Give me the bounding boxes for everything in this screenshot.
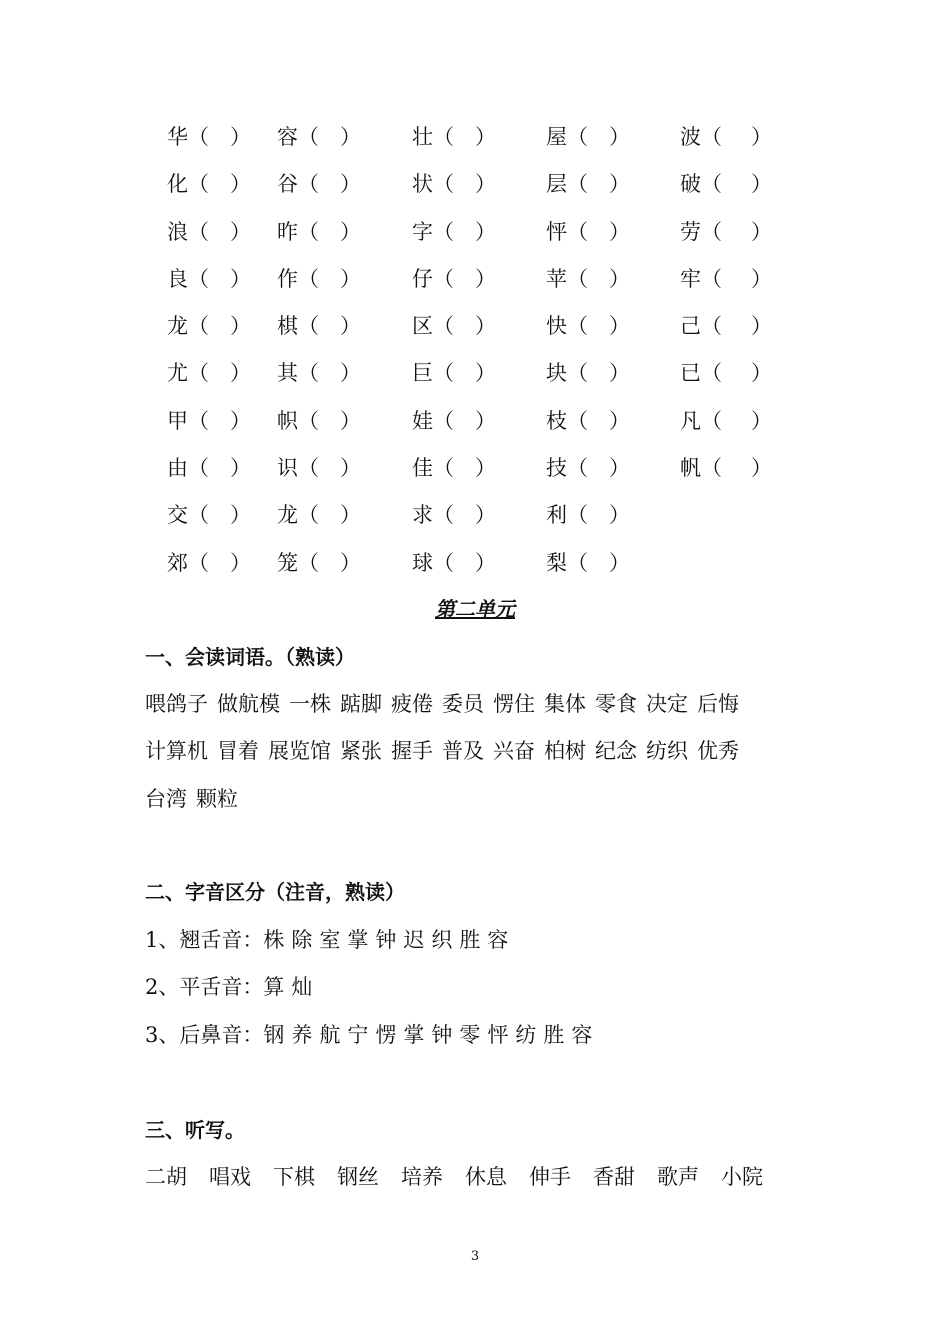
paren-close: ） — [230, 408, 251, 433]
section-heading-sound-distinction: 二、字音区分（注音，熟读） — [145, 880, 405, 904]
grid-row — [0, 161, 950, 208]
grid-row — [0, 398, 950, 445]
paren-open: （ — [433, 266, 454, 291]
dictation-word: 下棋 — [273, 1165, 315, 1189]
paren-close: ） — [751, 456, 772, 481]
sound-character: 算 — [263, 975, 285, 999]
char-blank-cell — [167, 540, 251, 587]
paren-close: ） — [230, 266, 251, 291]
char-blank-cell — [277, 398, 361, 445]
vocab-word: 一株 — [289, 692, 331, 716]
character: 利 — [546, 503, 567, 528]
paren-open: （ — [298, 219, 319, 244]
grid-row — [0, 303, 950, 350]
paren-close: ） — [475, 408, 496, 433]
sound-character: 除 — [291, 928, 313, 952]
char-blank-cell — [277, 161, 361, 208]
vocab-word: 疲倦 — [391, 692, 433, 716]
char-blank-cell — [277, 540, 361, 587]
character: 仔 — [412, 266, 433, 291]
paren-open: （ — [567, 125, 588, 149]
grid-row — [0, 492, 950, 539]
char-blank-cell — [680, 256, 772, 303]
paren-close: ） — [609, 172, 630, 197]
sound-line-label: 2、平舌音： — [145, 975, 264, 999]
paren-close: ） — [751, 314, 772, 339]
paren-close: ） — [230, 550, 251, 575]
paren-open: （ — [701, 408, 722, 433]
character: 识 — [277, 456, 298, 481]
char-blank-cell — [412, 303, 496, 350]
character: 已 — [680, 361, 701, 386]
character: 快 — [546, 314, 567, 339]
char-blank-cell — [167, 161, 251, 208]
character: 层 — [546, 172, 567, 197]
character: 求 — [412, 503, 433, 528]
vocab-word: 台湾 — [145, 787, 187, 811]
sound-character: 纺 — [515, 1023, 537, 1047]
char-blank-cell — [546, 350, 630, 397]
paren-open: （ — [298, 550, 319, 575]
vocab-word: 优秀 — [697, 739, 739, 763]
char-blank-cell — [167, 256, 251, 303]
paren-close: ） — [340, 172, 361, 197]
paren-close: ） — [230, 456, 251, 481]
paren-close: ） — [340, 408, 361, 433]
sound-character: 容 — [571, 1023, 593, 1047]
paren-open: （ — [433, 361, 454, 386]
character: 佳 — [412, 456, 433, 481]
character: 作 — [277, 266, 298, 291]
paren-open: （ — [433, 408, 454, 433]
paren-open: （ — [298, 503, 319, 528]
char-blank-cell — [167, 398, 251, 445]
paren-close: ） — [609, 456, 630, 481]
char-blank-cell — [167, 350, 251, 397]
dictation-word-line — [145, 1161, 785, 1191]
paren-close: ） — [609, 361, 630, 386]
sound-character: 零 — [459, 1023, 481, 1047]
dictation-word: 休息 — [465, 1165, 507, 1189]
paren-open: （ — [567, 314, 588, 339]
paren-close: ） — [230, 361, 251, 386]
char-blank-cell — [412, 398, 496, 445]
char-blank-cell — [277, 209, 361, 256]
character: 容 — [277, 125, 298, 149]
char-blank-cell — [680, 350, 772, 397]
char-blank-cell — [680, 161, 772, 208]
character: 棋 — [277, 314, 298, 339]
vocab-word: 纺织 — [646, 739, 688, 763]
paren-close: ） — [475, 503, 496, 528]
vocab-word: 愣住 — [493, 692, 535, 716]
paren-open: （ — [567, 172, 588, 197]
paren-close: ） — [230, 125, 251, 149]
vocab-word: 柏树 — [544, 739, 586, 763]
paren-open: （ — [298, 172, 319, 197]
character: 由 — [167, 456, 188, 481]
sound-character: 养 — [291, 1023, 313, 1047]
paren-close: ） — [751, 266, 772, 291]
character: 破 — [680, 172, 701, 197]
character: 甲 — [167, 408, 188, 433]
character: 龙 — [167, 314, 188, 339]
paren-open: （ — [433, 550, 454, 575]
paren-open: （ — [701, 361, 722, 386]
sound-character: 怦 — [487, 1023, 509, 1047]
char-blank-cell — [412, 161, 496, 208]
character: 技 — [546, 456, 567, 481]
char-blank-cell — [277, 303, 361, 350]
dictation-word: 香甜 — [593, 1165, 635, 1189]
sound-character: 株 — [263, 928, 285, 952]
paren-open: （ — [188, 361, 209, 386]
section-heading-dictation: 三、听写。 — [145, 1118, 245, 1142]
paren-open: （ — [298, 408, 319, 433]
paren-open: （ — [188, 266, 209, 291]
character: 华 — [167, 125, 188, 149]
dictation-word: 培养 — [401, 1165, 443, 1189]
paren-open: （ — [567, 456, 588, 481]
vocab-word: 兴奋 — [493, 739, 535, 763]
paren-close: ） — [475, 266, 496, 291]
paren-open: （ — [188, 219, 209, 244]
word-line-3 — [145, 783, 247, 813]
character: 交 — [167, 503, 188, 528]
sound-character: 钟 — [431, 1023, 453, 1047]
vocab-word: 决定 — [646, 692, 688, 716]
paren-close: ） — [230, 219, 251, 244]
char-blank-cell — [277, 445, 361, 492]
vocab-word: 纪念 — [595, 739, 637, 763]
sound-character: 掌 — [347, 928, 369, 952]
char-blank-cell — [277, 114, 361, 161]
grid-row — [0, 445, 950, 492]
paren-open: （ — [567, 503, 588, 528]
sound-line-retroflex — [145, 924, 515, 954]
paren-close: ） — [609, 550, 630, 575]
char-blank-cell — [412, 540, 496, 587]
sound-line-label: 3、后鼻音： — [145, 1023, 264, 1047]
unit-title: 第二单元 — [435, 597, 515, 621]
paren-close: ） — [340, 125, 361, 149]
paren-open: （ — [701, 456, 722, 481]
paren-close: ） — [340, 361, 361, 386]
paren-close: ） — [230, 314, 251, 339]
dictation-word: 小院 — [721, 1165, 763, 1189]
paren-close: ） — [609, 266, 630, 291]
vocab-word: 冒着 — [217, 739, 259, 763]
character: 娃 — [412, 408, 433, 433]
vocab-word: 喂鸽子 — [145, 692, 208, 716]
vocab-word: 零食 — [595, 692, 637, 716]
sound-character: 掌 — [403, 1023, 425, 1047]
paren-open: （ — [701, 125, 722, 149]
paren-close: ） — [340, 314, 361, 339]
character: 尤 — [167, 361, 188, 386]
paren-open: （ — [433, 172, 454, 197]
character: 字 — [412, 219, 433, 244]
char-blank-cell — [546, 445, 630, 492]
paren-open: （ — [188, 456, 209, 481]
paren-close: ） — [609, 125, 630, 149]
char-blank-cell — [546, 256, 630, 303]
paren-close: ） — [230, 172, 251, 197]
char-blank-cell — [412, 209, 496, 256]
character: 谷 — [277, 172, 298, 197]
dictation-word: 歌声 — [657, 1165, 699, 1189]
paren-close: ） — [475, 550, 496, 575]
sound-character: 胜 — [543, 1023, 565, 1047]
grid-row — [0, 256, 950, 303]
vocab-word: 展览馆 — [268, 739, 331, 763]
char-blank-cell — [167, 114, 251, 161]
paren-open: （ — [567, 361, 588, 386]
character: 屋 — [546, 125, 567, 149]
paren-open: （ — [701, 266, 722, 291]
vocab-word: 踮脚 — [340, 692, 382, 716]
paren-open: （ — [188, 125, 209, 149]
vocab-word: 后悔 — [697, 692, 739, 716]
paren-close: ） — [475, 456, 496, 481]
word-line-1 — [145, 688, 748, 718]
paren-open: （ — [701, 314, 722, 339]
character: 苹 — [546, 266, 567, 291]
char-blank-cell — [546, 398, 630, 445]
char-blank-cell — [546, 540, 630, 587]
char-blank-cell — [680, 398, 772, 445]
sound-character: 钢 — [263, 1023, 285, 1047]
char-blank-cell — [412, 114, 496, 161]
paren-open: （ — [701, 172, 722, 197]
char-blank-cell — [680, 209, 772, 256]
paren-close: ） — [340, 456, 361, 481]
paren-close: ） — [340, 503, 361, 528]
paren-open: （ — [188, 550, 209, 575]
sound-line-flat-tongue — [145, 971, 319, 1001]
character: 笼 — [277, 550, 298, 575]
page-number: 3 — [470, 1249, 480, 1264]
character: 帜 — [277, 408, 298, 433]
character: 帆 — [680, 456, 701, 481]
character: 化 — [167, 172, 188, 197]
char-blank-cell — [277, 256, 361, 303]
character-comparison-grid — [0, 114, 950, 587]
paren-close: ） — [751, 219, 772, 244]
dictation-word: 唱戏 — [209, 1165, 251, 1189]
character: 状 — [412, 172, 433, 197]
paren-open: （ — [188, 314, 209, 339]
dictation-word: 二胡 — [145, 1165, 187, 1189]
paren-close: ） — [340, 219, 361, 244]
dictation-word: 伸手 — [529, 1165, 571, 1189]
paren-close: ） — [609, 314, 630, 339]
sound-character: 航 — [319, 1023, 341, 1047]
section-heading-read-words: 一、会读词语。（熟读） — [145, 645, 355, 669]
paren-open: （ — [433, 125, 454, 149]
character: 怦 — [546, 219, 567, 244]
vocab-word: 颗粒 — [196, 787, 238, 811]
paren-open: （ — [567, 219, 588, 244]
sound-character: 愣 — [375, 1023, 397, 1047]
paren-open: （ — [298, 266, 319, 291]
grid-row — [0, 350, 950, 397]
paren-open: （ — [433, 219, 454, 244]
sound-character: 宁 — [347, 1023, 369, 1047]
character: 其 — [277, 361, 298, 386]
char-blank-cell — [167, 492, 251, 539]
character: 巨 — [412, 361, 433, 386]
sound-line-back-nasal — [145, 1019, 599, 1049]
char-blank-cell — [277, 492, 361, 539]
character: 枝 — [546, 408, 567, 433]
paren-open: （ — [567, 550, 588, 575]
character: 牢 — [680, 266, 701, 291]
vocab-word: 普及 — [442, 739, 484, 763]
character: 良 — [167, 266, 188, 291]
sound-character: 灿 — [291, 975, 313, 999]
char-blank-cell — [412, 492, 496, 539]
sound-character: 室 — [319, 928, 341, 952]
sound-character: 织 — [431, 928, 453, 952]
character: 劳 — [680, 219, 701, 244]
char-blank-cell — [680, 303, 772, 350]
grid-row — [0, 114, 950, 161]
paren-open: （ — [188, 408, 209, 433]
char-blank-cell — [167, 303, 251, 350]
char-blank-cell — [680, 114, 772, 161]
character: 球 — [412, 550, 433, 575]
char-blank-cell — [546, 161, 630, 208]
sound-character: 胜 — [459, 928, 481, 952]
char-blank-cell — [412, 350, 496, 397]
grid-row — [0, 209, 950, 256]
vocab-word: 计算机 — [145, 739, 208, 763]
character: 波 — [680, 125, 701, 149]
dictation-word: 钢丝 — [337, 1165, 379, 1189]
paren-close: ） — [340, 550, 361, 575]
vocab-word: 做航模 — [217, 692, 280, 716]
paren-close: ） — [475, 361, 496, 386]
char-blank-cell — [546, 114, 630, 161]
sound-character: 容 — [487, 928, 509, 952]
paren-close: ） — [475, 125, 496, 149]
vocab-word: 集体 — [544, 692, 586, 716]
paren-close: ） — [475, 219, 496, 244]
paren-close: ） — [751, 172, 772, 197]
char-blank-cell — [546, 492, 630, 539]
paren-open: （ — [433, 314, 454, 339]
vocab-word: 委员 — [442, 692, 484, 716]
paren-open: （ — [433, 456, 454, 481]
character: 壮 — [412, 125, 433, 149]
paren-close: ） — [609, 503, 630, 528]
paren-close: ） — [609, 408, 630, 433]
vocab-word: 紧张 — [340, 739, 382, 763]
character: 己 — [680, 314, 701, 339]
paren-open: （ — [188, 503, 209, 528]
character: 梨 — [546, 550, 567, 575]
paren-open: （ — [701, 219, 722, 244]
paren-close: ） — [609, 219, 630, 244]
char-blank-cell — [167, 445, 251, 492]
paren-open: （ — [298, 125, 319, 149]
paren-open: （ — [298, 361, 319, 386]
vocab-word: 握手 — [391, 739, 433, 763]
char-blank-cell — [412, 256, 496, 303]
paren-close: ） — [475, 172, 496, 197]
paren-close: ） — [751, 125, 772, 149]
paren-open: （ — [298, 456, 319, 481]
word-line-2 — [145, 735, 748, 765]
paren-open: （ — [298, 314, 319, 339]
grid-row — [0, 540, 950, 587]
paren-open: （ — [567, 408, 588, 433]
paren-close: ） — [475, 314, 496, 339]
char-blank-cell — [412, 445, 496, 492]
character: 昨 — [277, 219, 298, 244]
char-blank-cell — [680, 445, 772, 492]
sound-character: 钟 — [375, 928, 397, 952]
character: 龙 — [277, 503, 298, 528]
paren-close: ） — [751, 361, 772, 386]
paren-open: （ — [433, 503, 454, 528]
character: 块 — [546, 361, 567, 386]
char-blank-cell — [546, 209, 630, 256]
character: 区 — [412, 314, 433, 339]
paren-close: ） — [751, 408, 772, 433]
character: 浪 — [167, 219, 188, 244]
sound-line-label: 1、翘舌音： — [145, 928, 264, 952]
character: 凡 — [680, 408, 701, 433]
paren-open: （ — [567, 266, 588, 291]
char-blank-cell — [546, 303, 630, 350]
character: 郊 — [167, 550, 188, 575]
char-blank-cell — [277, 350, 361, 397]
char-blank-cell — [167, 209, 251, 256]
paren-close: ） — [230, 503, 251, 528]
paren-open: （ — [188, 172, 209, 197]
sound-character: 迟 — [403, 928, 425, 952]
paren-close: ） — [340, 266, 361, 291]
